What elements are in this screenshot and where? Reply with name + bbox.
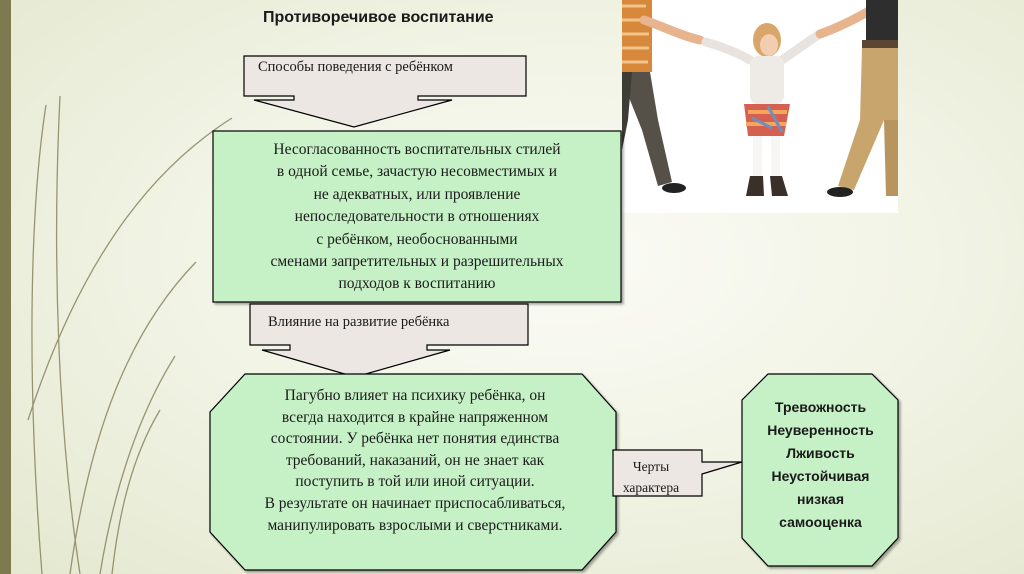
traits-label-line: Черты <box>632 459 670 474</box>
traits-label <box>615 456 687 498</box>
description-line: с ребёнком, необоснованными <box>316 230 518 248</box>
effect-line: требований, наказаний, он не знает как <box>285 451 545 469</box>
description-line: не адекватных, или проявление <box>313 185 521 203</box>
slide-title: Противоречивое воспитание <box>263 9 494 26</box>
description-line: непоследовательности в отношениях <box>294 208 540 226</box>
effect-line: манипулировать взрослыми и сверстниками. <box>267 516 563 534</box>
effect-line: поступить в той или иной ситуации. <box>295 473 535 491</box>
traits-label-line: характера <box>622 480 680 495</box>
trait-item: самооценка <box>779 514 862 530</box>
trait-item: Неустойчивая <box>771 468 870 484</box>
description-line: сменами запретительных и разрешительных <box>270 253 564 271</box>
traits-list <box>743 396 898 534</box>
trait-item: Неуверенность <box>767 422 874 438</box>
description-text <box>213 139 621 296</box>
effect-line: Пагубно влияет на психику ребёнка, он <box>284 387 546 404</box>
effect-line: состоянии. У ребёнка нет понятия единства <box>270 430 560 448</box>
effect-line: В результате он начинает приспосабливаться, <box>264 494 566 512</box>
description-line: подходов к воспитанию <box>338 275 496 293</box>
ways-label: Способы поведения с ребёнком <box>258 59 453 75</box>
trait-item: Лживость <box>786 445 855 461</box>
description-line: Несогласованность воспитательных стилей <box>273 141 561 158</box>
effect-line: всегда находится в крайне напряженном <box>281 408 549 426</box>
trait-item: Тревожность <box>774 399 867 415</box>
trait-item: низкая <box>797 491 844 507</box>
influence-label: Влияние на развитие ребёнка <box>268 314 450 330</box>
description-line: в одной семье, зачастую несовместимых и <box>276 163 558 181</box>
effect-text <box>212 385 618 536</box>
